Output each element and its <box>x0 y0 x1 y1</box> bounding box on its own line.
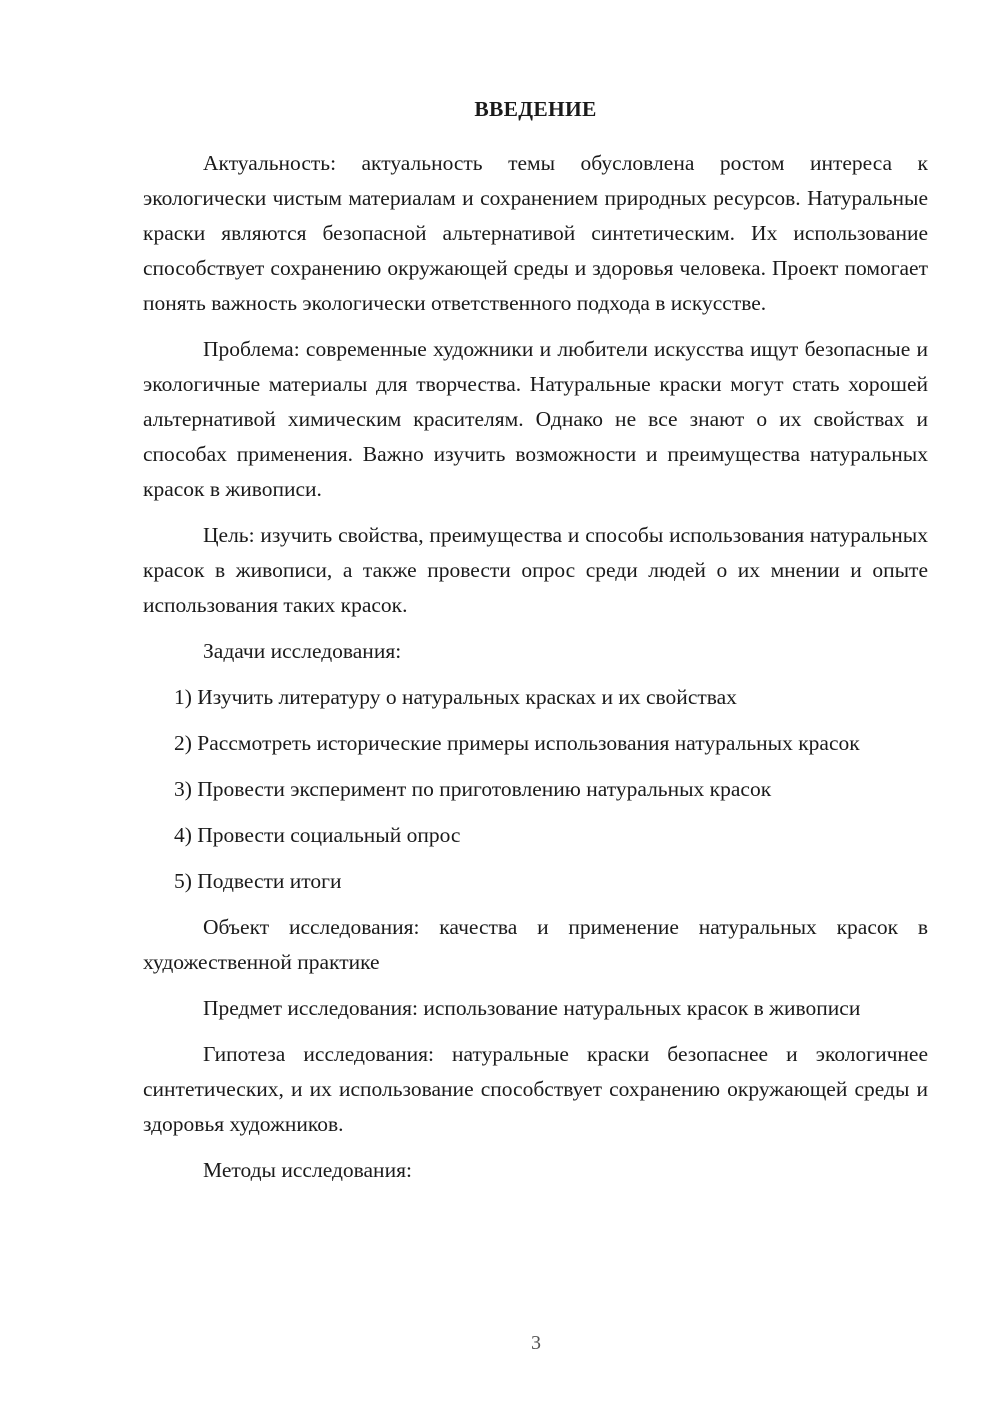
methods-label: Методы исследования: <box>203 1158 412 1182</box>
task-item-5: 5) Подвести итоги <box>174 869 342 893</box>
tasks-label: Задачи исследования: <box>203 639 402 663</box>
task-item-3: 3) Провести эксперимент по приготовлению натуральных красок <box>174 777 772 801</box>
object-paragraph: Объект исследования: качества и применение натуральных красок в художественной практике <box>143 915 928 974</box>
tasks-list <box>143 680 928 899</box>
goal-paragraph: Цель: изучить свойства, преимущества и способы использования натуральных красок в живописи, а также провести опрос среди людей о их мнении и опыте использования таких красок. <box>143 523 928 617</box>
relevance-paragraph: Актуальность: актуальность темы обусловлена ростом интереса к экологически чистым материалам и сохранением природных ресурсов. Натуральные краски являются безопасной альтернативой синтетическим. Их использование способствует сохранению окружающей среды и здоровья человека. Проект помогает понять важность экологически ответственного подхода в искусстве. <box>143 151 928 315</box>
hypothesis-paragraph: Гипотеза исследования: натуральные краски безопаснее и экологичнее синтетических, и их использование способствует сохранению окружающей среды и здоровья художников. <box>143 1042 928 1136</box>
task-item-4: 4) Провести социальный опрос <box>174 823 461 847</box>
task-item-2: 2) Рассмотреть исторические примеры использования натуральных красок <box>174 731 860 755</box>
subject-paragraph: Предмет исследования: использование натуральных красок в живописи <box>203 996 861 1020</box>
task-item-1: 1) Изучить литературу о натуральных красках и их свойствах <box>174 685 737 709</box>
page-number: 3 <box>531 1332 541 1354</box>
problem-paragraph: Проблема: современные художники и любители искусства ищут безопасные и экологичные материалы для творчества. Натуральные краски могут стать хорошей альтернативой химическим красителям. Однако не все знают о их свойствах и способах применения. Важно изучить возможности и преимущества натуральных красок в живописи. <box>143 337 928 501</box>
document-page <box>143 92 928 1199</box>
section-heading: ВВЕДЕНИЕ <box>474 97 597 121</box>
